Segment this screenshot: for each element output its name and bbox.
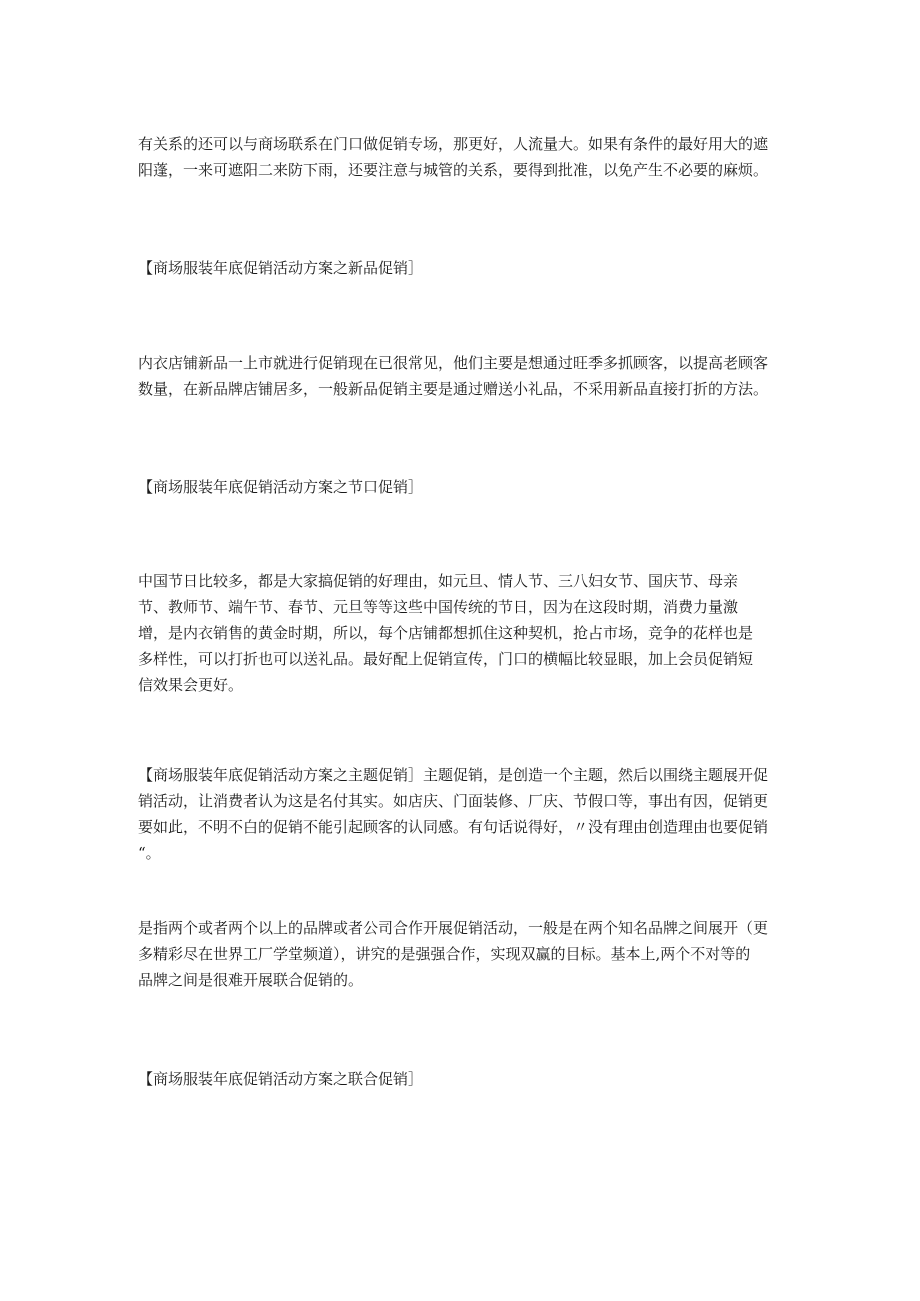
paragraph-line: 多精彩尽在世界工厂学堂频道），讲究的是强强合作，实现双赢的目标。基本上,两个不对等的 <box>138 945 751 963</box>
paragraph-line: 内衣店铺新品一上市就进行促销现在已很常见，他们主要是想通过旺季多抓顾客，以提高老顾客 <box>138 354 769 372</box>
paragraph-line: 是指两个或者两个以上的品牌或者公司合作开展促销活动，一般是在两个知名品牌之间展开（更 <box>138 919 769 937</box>
paragraph-theme <box>138 762 788 866</box>
paragraph-line: 有关系的还可以与商场联系在门口做促销专场，那更好，人流量大。如果有条件的最好用大的遮 <box>138 135 769 153</box>
paragraph-line: 要如此，不明不白的促销不能引起顾客的认同感。有句话说得好，〃没有理由创造理由也要促销 <box>138 818 769 836</box>
paragraph-line: 中国节日比较多，都是大家搞促销的好理由，如元旦、情人节、三八妇女节、国庆节、母亲 <box>138 572 739 590</box>
paragraph-line: 阳蓬，一来可遮阳二来防下雨，还要注意与城管的关系，要得到批准，以免产生不必要的麻烦。 <box>138 161 769 179</box>
paragraph-line: 信效果会更好。 <box>138 676 244 694</box>
paragraph-line: 节、教师节、端午节、春节、元旦等等这些中国传统的节日，因为在这段时期，消费力量激 <box>138 598 739 616</box>
paragraph-line: 【商场服装年底促销活动方案之主题促销］主题促销，是创造一个主题，然后以围绕主题展开促 <box>138 766 769 784</box>
paragraph-line: 多样性，可以打折也可以送礼品。最好配上促销宣传，门口的横幅比较显眼，加上会员促销短 <box>138 650 754 668</box>
paragraph-street-promotion <box>138 131 788 183</box>
paragraph-joint <box>138 915 788 993</box>
paragraph-line: “。 <box>138 844 161 862</box>
paragraph-line: 数量，在新品牌店铺居多，一般新品促销主要是通过赠送小礼品，不采用新品直接打折的方法。 <box>138 380 769 398</box>
paragraph-holiday <box>138 568 788 698</box>
paragraph-new-product <box>138 350 788 402</box>
paragraph-line: 品牌之间是很难开展联合促销的。 <box>138 971 364 989</box>
paragraph-line: 销活动，让消费者认为这是名付其实。如店庆、门面装修、厂庆、节假口等，事出有因，促销更 <box>138 792 769 810</box>
section-heading-joint: 【商场服装年底促销活动方案之联合促销］ <box>138 1070 424 1088</box>
paragraph-line: 增，是内衣销售的黄金时期，所以，每个店铺都想抓住这种契机，抢占市场，竞争的花样也是 <box>138 624 754 642</box>
section-heading-new-product: 【商场服装年底促销活动方案之新品促销］ <box>138 259 424 277</box>
section-heading-holiday: 【商场服装年底促销活动方案之节口促销］ <box>138 478 424 496</box>
